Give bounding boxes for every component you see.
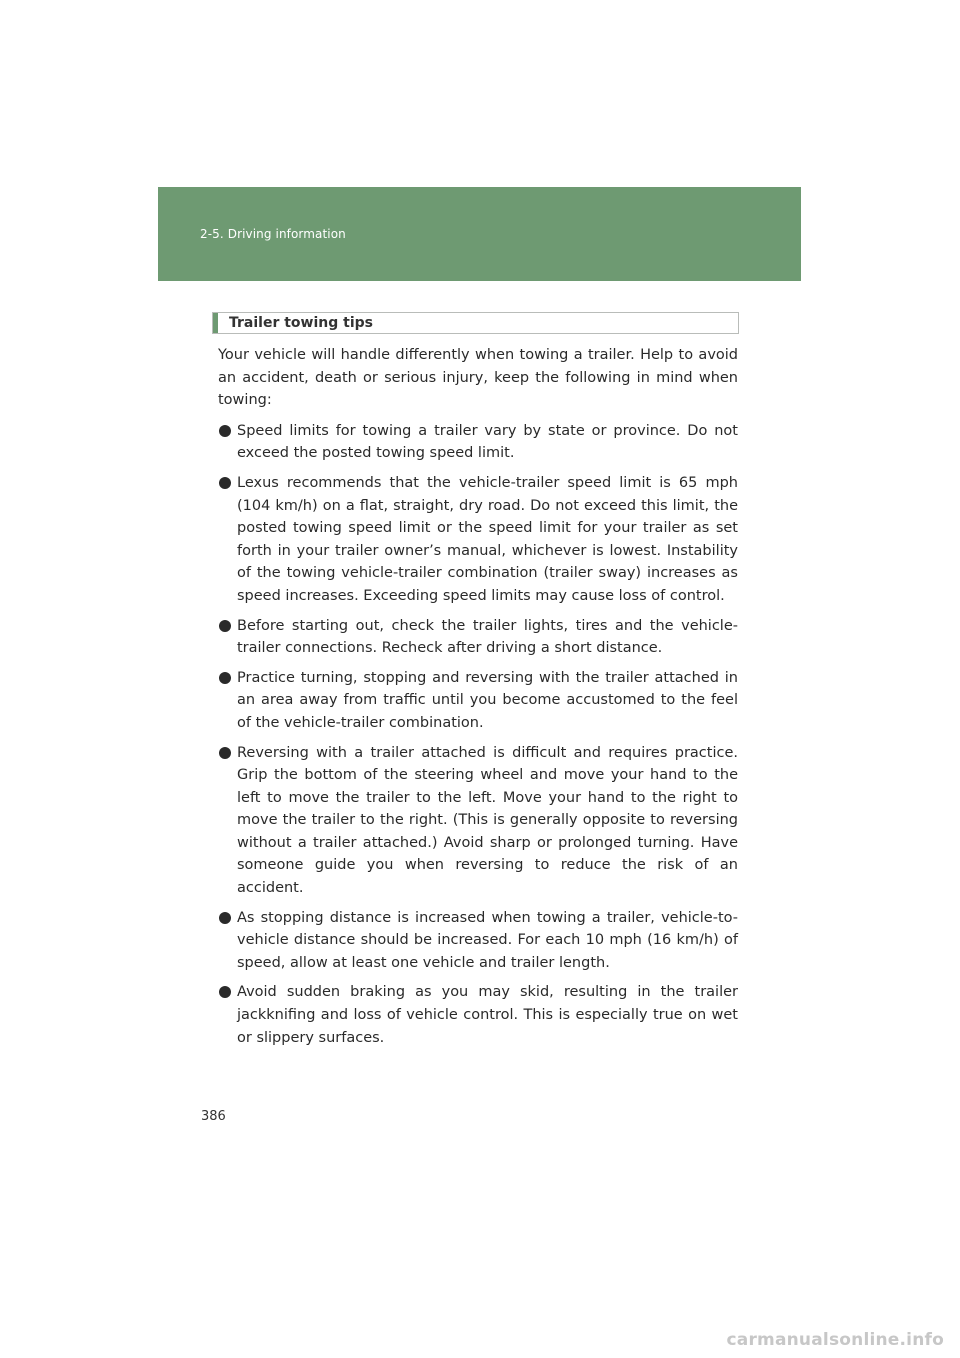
- section-title-box: [212, 312, 739, 334]
- page-number: 386: [201, 1109, 226, 1124]
- list-item: [218, 420, 738, 465]
- tips-list: [218, 420, 738, 1049]
- bullet-icon: [219, 477, 231, 489]
- list-item: [218, 615, 738, 660]
- bullet-icon: [219, 912, 231, 924]
- bullet-icon: [219, 747, 231, 759]
- list-item: [218, 472, 738, 608]
- watermark: carmanualsonline.info: [726, 1330, 944, 1350]
- list-item-text: Lexus recommends that the vehicle-trailer speed limit is 65 mph (104 km/h) on a flat, straight, dry road. Do not exceed this limit, the posted towing speed limit or the speed limit for your trailer as set forth in your trailer owner’s manual, whichever is lowest. Instability of the towing vehicle-trailer combination (trailer sway) increases as speed increases. Exceeding speed limits may cause loss of control.: [237, 474, 738, 604]
- list-item: [218, 907, 738, 975]
- list-item-text: Practice turning, stopping and reversing with the trailer attached in an area away from traffic until you become accustomed to the feel of the vehicle-trailer combination.: [237, 669, 738, 731]
- list-item: [218, 981, 738, 1049]
- bullet-icon: [219, 986, 231, 998]
- bullet-icon: [219, 425, 231, 437]
- bullet-icon: [219, 620, 231, 632]
- list-item: [218, 667, 738, 735]
- list-item-text: As stopping distance is increased when towing a trailer, vehicle-to-vehicle distance should be increased. For each 10 mph (16 km/h) of speed, allow at least one vehicle and trailer length.: [237, 909, 738, 971]
- title-accent-bar: [213, 313, 218, 333]
- chapter-header: [158, 187, 801, 281]
- list-item-text: Avoid sudden braking as you may skid, resulting in the trailer jackknifing and loss of vehicle control. This is especially true on wet or slippery surfaces.: [237, 984, 738, 1046]
- list-item-text: Speed limits for towing a trailer vary by state or province. Do not exceed the posted towing speed limit.: [237, 422, 738, 462]
- section-title: Trailer towing tips: [229, 315, 373, 331]
- list-item-text: Reversing with a trailer attached is difficult and requires practice. Grip the bottom of the steering wheel and move your hand to the left to move the trailer to the left. Move your hand to the right to move the trailer to the right. (This is generally opposite to reversing without a trailer attached.) Avoid sharp or prolonged turning. Have someone guide you when reversing to reduce the risk of an accident.: [237, 744, 738, 897]
- intro-paragraph: Your vehicle will handle differently when towing a trailer. Help to avoid an accident, death or serious injury, keep the following in mind when towing:: [218, 347, 738, 409]
- section-label: 2-5. Driving information: [200, 227, 346, 241]
- list-item: [218, 742, 738, 900]
- bullet-icon: [219, 672, 231, 684]
- list-item-text: Before starting out, check the trailer lights, tires and the vehicle-trailer connections. Recheck after driving a short distance.: [237, 617, 738, 657]
- section-content: [218, 344, 738, 1056]
